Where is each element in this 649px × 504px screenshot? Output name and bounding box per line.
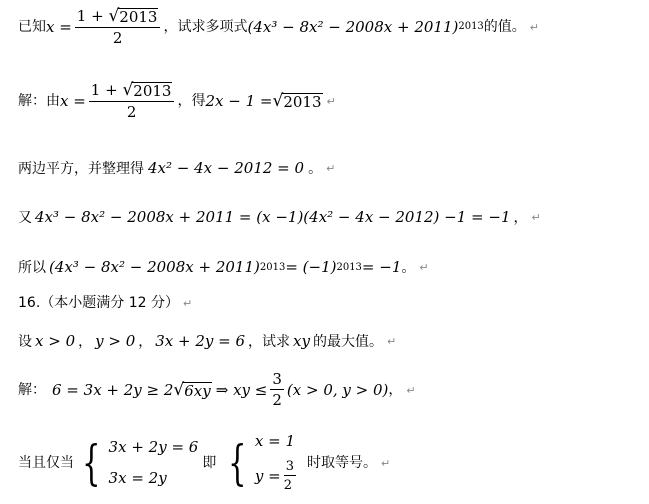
frac-numerator: 1 +	[90, 81, 123, 99]
left-brace: {	[228, 435, 247, 491]
text-suffix: 时取等号。	[306, 455, 377, 471]
return-mark: ↵	[380, 456, 391, 470]
text-mid: ，试求	[248, 333, 291, 350]
text-suffix: 的值。	[483, 19, 526, 35]
sqrt: √ 2013	[122, 80, 172, 100]
text-mid: ，得	[177, 93, 206, 109]
text-prefix: 已知	[18, 19, 46, 35]
system-eq: x = 1	[254, 432, 295, 450]
equation-system-1	[109, 440, 199, 486]
solution-step-3	[18, 210, 541, 225]
system-eq-lhs: y =	[254, 466, 281, 485]
frac-numerator: 3	[272, 370, 282, 388]
math-condition: (x > 0, y > 0)	[286, 380, 389, 399]
text-suffix: 的最大值。	[312, 333, 383, 350]
fraction	[75, 8, 161, 46]
sqrt-arg: 6xy	[184, 381, 211, 400]
fraction	[284, 460, 296, 492]
solution-step-5	[18, 372, 416, 408]
math-target: xy	[293, 332, 310, 350]
text-prefix: 两边平方，并整理得	[18, 160, 144, 177]
math-rhs: = −1	[361, 258, 402, 276]
sqrt-arg: 2013	[283, 92, 322, 111]
return-mark: ↵	[406, 383, 416, 397]
math-expr: ⇒ xy ≤	[215, 380, 268, 399]
fraction	[270, 372, 284, 408]
solution-step-2	[18, 161, 335, 176]
separator: ，	[138, 333, 153, 350]
question-16-title	[18, 296, 192, 310]
question-16-body	[18, 334, 396, 349]
math-eq: x =	[46, 17, 72, 36]
return-mark: ↵	[529, 20, 540, 34]
solution-step-1	[18, 82, 336, 120]
sqrt-arg: 2013	[119, 8, 158, 26]
condition-3: 3x + 2y = 6	[155, 332, 246, 350]
frac-denominator: 2	[283, 478, 292, 493]
return-mark: ↵	[386, 335, 397, 348]
math-eq: 4x³ − 8x² − 2008x + 2011 = (x −1)(4x² − 4x − 2012) −1 = −1	[35, 208, 511, 226]
condition-2: y > 0	[95, 332, 136, 350]
solution-label: 解：由	[18, 93, 60, 109]
frac-numerator: 3	[285, 459, 294, 474]
system-eq: 3x + 2y = 6	[108, 438, 199, 456]
text-prefix: 当且仅当	[18, 455, 74, 471]
return-mark: ↵	[419, 261, 429, 274]
return-mark: ↵	[182, 296, 193, 310]
system-eq: 3x = 2y	[108, 469, 167, 487]
frac-denominator: 2	[126, 103, 137, 121]
text-prefix: 设	[18, 333, 32, 350]
solution-step-6	[18, 434, 390, 492]
sqrt: √ 6xy	[173, 379, 211, 400]
frac-numerator: 1 +	[76, 7, 109, 25]
math-mid: = (−1)	[285, 258, 337, 276]
math-eq: 4x² − 4x − 2012 = 0	[148, 159, 305, 177]
solution-step-4: 所以 (4x³ − 8x² − 2008x + 2011) 2013 = (−1) 2013 = −1 。 ↵	[18, 258, 429, 276]
math-eq: x =	[60, 91, 86, 110]
text-suffix: 。	[401, 259, 416, 276]
sqrt: √ 2013	[108, 6, 158, 26]
text-suffix: ，	[388, 382, 403, 398]
text-prefix: 所以	[18, 259, 46, 276]
text-mid: 即	[202, 455, 217, 471]
math-result: 2x − 1 =	[205, 91, 273, 110]
math-expr: (4x³ − 8x² − 2008x + 2011)	[247, 17, 459, 36]
return-mark: ↵	[326, 162, 336, 175]
fraction	[89, 82, 175, 120]
equation-system-2	[255, 434, 299, 492]
text-prefix: 又	[18, 209, 32, 226]
system-eq	[255, 460, 299, 492]
return-mark: ↵	[326, 94, 336, 108]
text-mid: ，试求多项式	[163, 19, 248, 35]
math-lhs: (4x³ − 8x² − 2008x + 2011)	[49, 258, 260, 276]
frac-denominator: 2	[272, 391, 282, 409]
sqrt: √ 2013	[272, 90, 322, 111]
return-mark: ↵	[531, 211, 541, 224]
frac-denominator: 2	[112, 29, 123, 47]
question-title: 16.（本小题满分 12 分）	[18, 295, 179, 311]
sqrt-arg: 2013	[133, 82, 172, 100]
problem-statement: 已知 x = 1 + √ 2013 2 ，试求多项式 (4x³ − 8x² − 2008x + 2011) 2013 的值。 ↵	[18, 6, 540, 47]
text-suffix: 。	[308, 160, 323, 177]
text-suffix: ，	[513, 209, 528, 226]
math-expr: 6 = 3x + 2y ≥ 2	[52, 380, 174, 399]
condition-1: x > 0	[35, 332, 76, 350]
separator: ，	[78, 333, 93, 350]
left-brace: {	[82, 435, 101, 491]
solution-label: 解：	[18, 382, 46, 398]
